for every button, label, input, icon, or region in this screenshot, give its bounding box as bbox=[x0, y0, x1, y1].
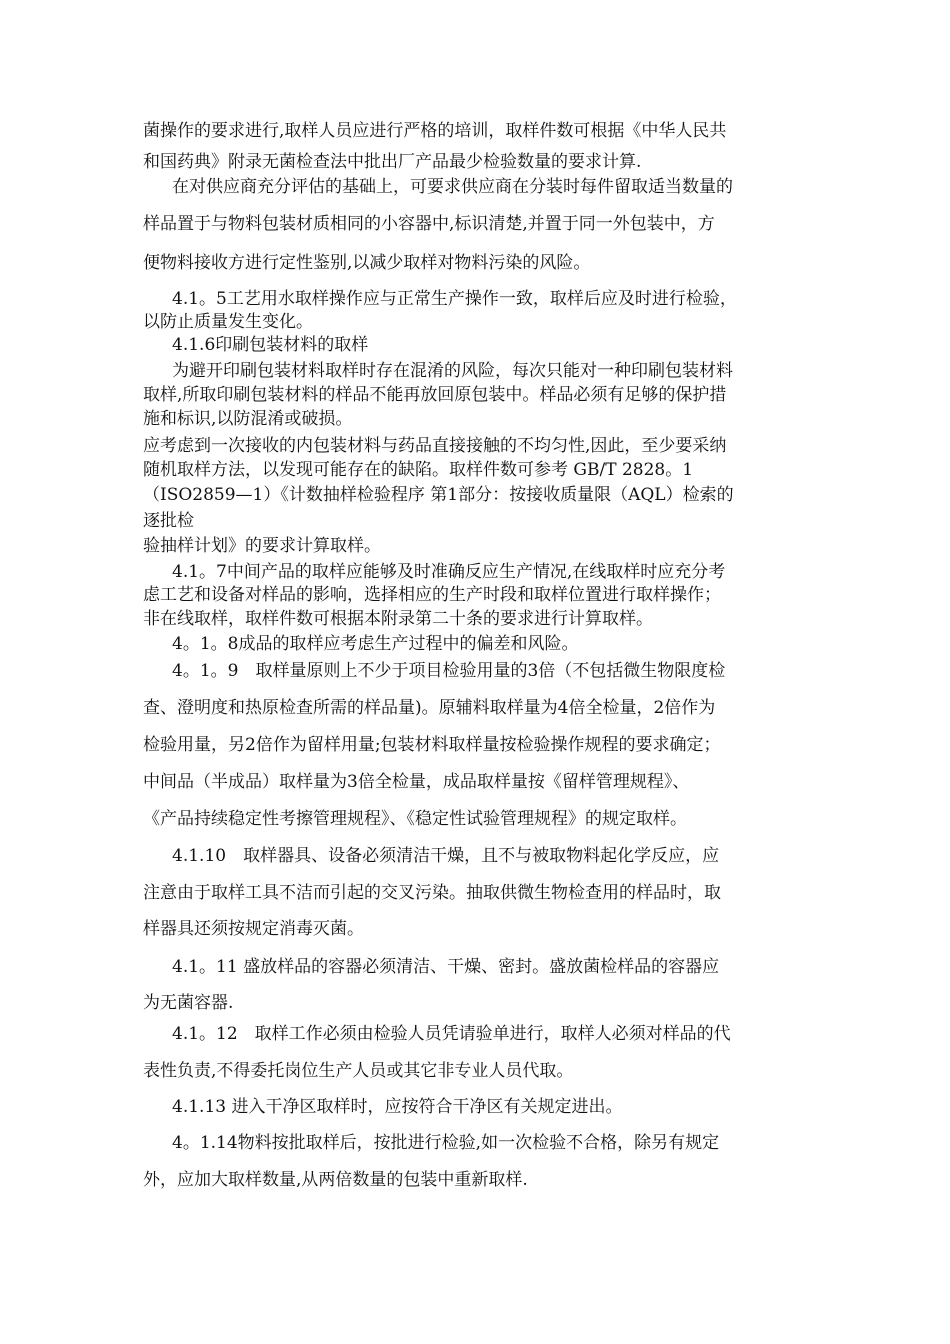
text-line: 注意由于取样工具不洁而引起的交叉污染。抽取供微生物检查用的样品时，取 bbox=[143, 883, 721, 903]
text-line: 菌操作的要求进行,取样人员应进行严格的培训，取样件数可根据《中华人民共 bbox=[143, 121, 727, 141]
text-line: 样器具还须按规定消毒灭菌。 bbox=[143, 919, 364, 939]
text-line: 随机取样方法，以发现可能存在的缺陷。取样件数可参考 GB/T 2828。1 bbox=[143, 460, 694, 480]
text-line: 4.1.10 取样器具、设备必须清洁干燥，且不与被取物料起化学反应，应 bbox=[172, 846, 720, 866]
text-line: 4.1.6印刷包装材料的取样 bbox=[172, 335, 369, 355]
text-line: 4。1。8成品的取样应考虑生产过程中的偏差和风险。 bbox=[172, 634, 579, 654]
text-line: 为避开印刷包装材料取样时存在混淆的风险，每次只能对一种印刷包装材料 bbox=[172, 361, 733, 381]
text-line: 4.1。11 盛放样品的容器必须清洁、干燥、密封。盛放菌检样品的容器应 bbox=[172, 957, 720, 977]
text-line: 样品置于与物料包装材质相同的小容器中,标识清楚,并置于同一外包装中，方 bbox=[143, 214, 715, 234]
text-line: 表性负责,不得委托岗位生产人员或其它非专业人员代取。 bbox=[143, 1061, 574, 1081]
text-line: 《产品持续稳定性考擦管理规程》、《稳定性试验管理规程》的规定取样。 bbox=[143, 809, 687, 829]
text-line: 4.1。7中间产品的取样应能够及时准确反应生产情况,在线取样时应充分考 bbox=[172, 562, 726, 582]
text-line: 检验用量，另2倍作为留样用量;包装材料取样量按检验操作规程的要求确定； bbox=[143, 735, 721, 755]
text-line: 在对供应商充分评估的基础上，可要求供应商在分装时每件留取适当数量的 bbox=[172, 177, 733, 197]
text-line: 4.1。5工艺用水取样操作应与正常生产操作一致，取样后应及时进行检验， bbox=[172, 289, 737, 309]
text-line: 虑工艺和设备对样品的影响，选择相应的生产时段和取样位置进行取样操作； bbox=[143, 585, 721, 605]
text-line: 验抽样计划》的要求计算取样。 bbox=[143, 536, 381, 556]
text-line: 和国药典》附录无菌检查法中批出厂产品最少检验数量的要求计算. bbox=[143, 152, 642, 172]
text-line: 非在线取样，取样件数可根据本附录第二十条的要求进行计算取样。 bbox=[143, 609, 653, 629]
text-line: 便物料接收方进行定性鉴别,以减少取样对物料污染的风险。 bbox=[143, 253, 591, 273]
text-line: 施和标识,以防混淆或破损。 bbox=[143, 409, 353, 429]
text-line: 4.1.13 进入干净区取样时，应按符合干净区有关规定进出。 bbox=[172, 1097, 623, 1117]
text-line: 外，应加大取样数量,从两倍数量的包装中重新取样. bbox=[143, 1170, 528, 1190]
text-line: 中间品（半成品）取样量为3倍全检量，成品取样量按《留样管理规程》、 bbox=[143, 772, 690, 792]
text-line: 取样,所取印刷包装材料的样品不能再放回原包装中。样品必须有足够的保护措 bbox=[143, 385, 727, 405]
text-line: 以防止质量发生变化。 bbox=[143, 312, 313, 332]
text-line: 逐批检 bbox=[143, 511, 194, 531]
text-line: 4。1.14物料按批取样后，按批进行检验,如一次检验不合格，除另有规定 bbox=[172, 1133, 720, 1153]
text-line: （ISO2859—1）《计数抽样检验程序 第1部分：按接收质量限（AQL）检索的 bbox=[143, 485, 734, 505]
text-line: 4。1。9 取样量原则上不少于项目检验用量的3倍（不包括微生物限度检 bbox=[172, 661, 726, 681]
text-line: 为无菌容器. bbox=[143, 993, 234, 1013]
text-line: 应考虑到一次接收的内包装材料与药品直接接触的不均匀性,因此，至少要采纳 bbox=[143, 436, 727, 456]
text-line: 查、澄明度和热原检查所需的样品量)。原辅料取样量为4倍全检量，2倍作为 bbox=[143, 698, 716, 718]
text-line: 4.1。12 取样工作必须由检验人员凭请验单进行，取样人必须对样品的代 bbox=[172, 1024, 731, 1044]
